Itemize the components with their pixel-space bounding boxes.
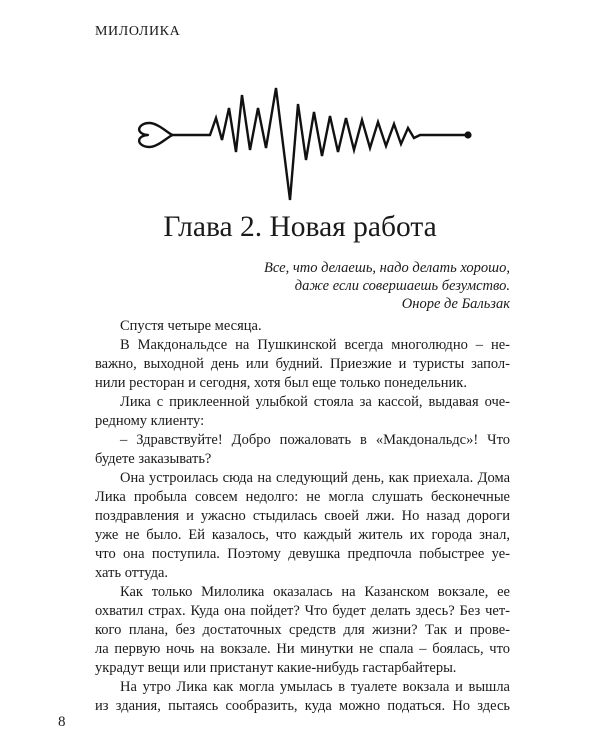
text-line: хать оттуда. (95, 565, 169, 581)
text-line: поздравления и ужасно стыдилась своей лжи. Но назад дороги (95, 508, 510, 524)
paragraph (95, 678, 510, 716)
paragraph (95, 431, 510, 469)
text-line: важно, выходной день или будний. Приезжие и туристы запол- (95, 356, 510, 372)
text-line: будете заказывать? (95, 451, 212, 467)
epigraph-line: даже если совершаешь безумство. (294, 278, 510, 294)
text-line: уже не было. Ей казалось, что каждый житель их города знал, (95, 527, 510, 543)
running-title: МИЛОЛИКА (95, 24, 181, 39)
text-line: из здания, пытаясь сообразить, куда можно податься. Но здесь (95, 698, 510, 714)
text-line: Лика с приклеенной улыбкой стояла за кассой, выдавая оче- (120, 394, 510, 410)
text-line: что она поступила. Поэтому девушка предпочла побыстрее уе- (95, 546, 510, 562)
chapter-title: Глава 2. Новая работа (163, 211, 437, 243)
pulse-end-dot (464, 131, 471, 138)
heart-icon (139, 123, 172, 147)
epigraph-author: Оноре де Бальзак (401, 296, 510, 312)
paragraph (95, 317, 510, 336)
text-line: Спустя четыре месяца. (120, 318, 262, 334)
text-line: На утро Лика как могла умылась в туалете вокзала и вышла (120, 679, 510, 695)
paragraph (95, 393, 510, 431)
text-line: ла первую ночь на вокзале. Ни минутки не спала – боялась, что (95, 641, 510, 657)
epigraph-line: Все, что делаешь, надо делать хорошо, (264, 260, 510, 276)
body-text (95, 317, 510, 716)
paragraph (95, 583, 510, 678)
text-line: Она устроилась сюда на следующий день, как приехала. Дома (120, 470, 510, 486)
paragraph (95, 336, 510, 393)
text-line: охватил страх. Куда она пойдет? Что будет делать здесь? Без чет- (95, 603, 510, 619)
pulse-line (172, 88, 466, 200)
text-line: кого плана, без достаточных средств для жизни? Так и прове- (95, 622, 510, 638)
page-number: 8 (58, 714, 66, 730)
heartbeat-ornament (0, 0, 600, 210)
text-line: нили ресторан и сегодня, хотя был еще только понедельник. (95, 375, 467, 391)
paragraph (95, 469, 510, 583)
text-line: украдут вещи или пристанут какие-нибудь гастарбайтеры. (95, 660, 457, 676)
text-line: Лика пробыла совсем недолго: не могла слушать бесконечные (95, 489, 510, 505)
text-line: редному клиенту: (95, 413, 205, 429)
epigraph (210, 259, 510, 313)
text-line: Как только Милолика оказалась на Казанском вокзале, ее (120, 584, 510, 600)
text-line: В Макдональдсе на Пушкинской всегда многолюдно – не- (120, 337, 510, 353)
text-line: – Здравствуйте! Добро пожаловать в «Макдональдс»! Что (120, 432, 510, 448)
